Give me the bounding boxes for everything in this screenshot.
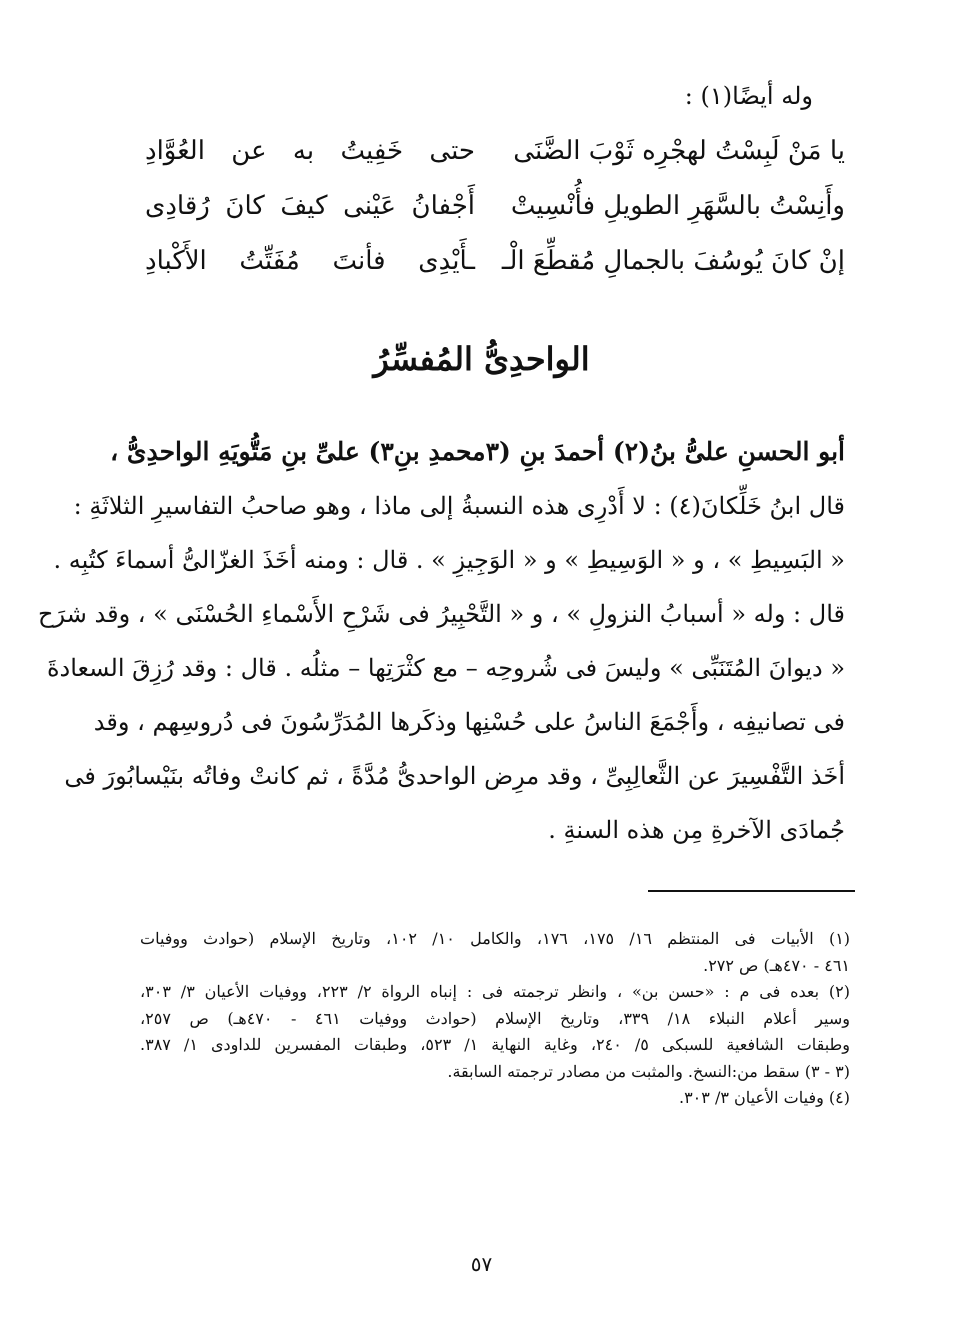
footnote-divider xyxy=(648,890,855,892)
poem-verse xyxy=(145,191,845,246)
verse-second-hemistich: حتى خَفِيتُ به عن العُوَّادِ xyxy=(145,136,475,166)
footnote-line: ٤٦١ - ٤٧٠هـ) ص ٢٧٢. xyxy=(703,955,850,975)
verse-first-hemistich: إنْ كانَ يُوسُفَ بالجمالِ مُقطِّعَ الْـ xyxy=(501,246,845,276)
biography-line: أبو الحسنِ علىُّ بنُ(٢) أحمدَ بنِ (٣محمدِ بنِ٣) علىِّ بنِ مَتُّويَهِ الواحدِىُّ ، xyxy=(110,437,845,466)
verse-first-hemistich: وأَنِسْتُ بالسَّهَرِ الطويلِ فأُنْسِيتْ xyxy=(510,191,845,221)
biography-line: « البَسِيطِ » ، و « الوَسِيطِ » و « الوَجِيزِ » . قال : ومنه أخَذَ الغزّالىُّ أسماءَ كتُبِه . xyxy=(53,546,845,574)
poem-verse xyxy=(145,246,845,301)
poem xyxy=(145,136,845,301)
biography-line: قال ابنُ خَلِّكانَ(٤) : لا أَدْرِى هذه النسبةُ إلى ماذا ، وهو صاحبُ التفاسيرِ الثلاثَةِ : xyxy=(73,492,845,520)
biography-line: قال : وله « أسبابُ النزولِ » ، و « التَّحْبِيرُ فى شَرْحِ الأَسْماءِ الحُسْنَى » ، وقد شرَح xyxy=(38,600,845,628)
footnotes xyxy=(140,927,850,1113)
biography-line: « ديوانَ المُتَنَبِّى » وليسَ فى شُروحِه – مع كثْرَتِها – مثلُه . قال : وقد رُزِقَ السعادةَ xyxy=(46,654,845,682)
footnote-line: (٤) وفيات الأعيان ٣/ ٣٠٣. xyxy=(678,1088,850,1107)
biography-text xyxy=(38,432,845,864)
verse-second-hemistich: أَجْفانُ عَيْنى كيفَ كانَ رُقادِى xyxy=(145,191,475,221)
poem-intro: وله أيضًا(١) : xyxy=(684,82,813,110)
verse-second-hemistich: ـأَيْدِى فأنتَ مُفَتِّتُ الأَكْبادِ xyxy=(145,246,475,276)
footnote-line: (١) الأبيات فى المنتظم ١٦/ ١٧٥، ١٧٦، والكامل ١٠/ ١٠٢، وتاريخ الإسلام (حوادث ووفيات xyxy=(140,929,851,948)
footnote-line: وطبقات الشافعية للسبكى ٥/ ٢٤٠، وغاية النهاية ١/ ٥٢٣، وطبقات المفسرين للداودى ١/ ٣٨٧. xyxy=(140,1035,851,1054)
footnote-line: (٢) بعده فى م : «حسن بن» ، وانظر ترجمته فى : إنباه الرواة ٢/ ٢٢٣، ووفيات الأعيان ٣/ ٣٠٣، xyxy=(140,982,850,1001)
biography-line: أخَذ التَّفْسِيرَ عن الثَّعالِبِىِّ ، وقد مرِض الواحدىُّ مُدَّةً ، ثم كانتْ وفاتُه بنَيْسابُورَ فى xyxy=(64,762,845,790)
poem-verse xyxy=(145,136,845,191)
section-heading: الواحدِىُّ المُفسِّرُ xyxy=(373,340,590,378)
biography-line: فى تصانيفِه ، وأَجْمَعَ الناسُ على حُسْنِها وذكَرها المُدَرِّسُونَ فى دُروسِهم ، وقد xyxy=(93,708,845,736)
biography-line: جُمادَى الآخرةِ مِن هذه السنةِ . xyxy=(548,816,845,844)
footnote-line: (٣ - ٣) سقط من:النسخ. والمثبت من مصادر ترجمته السابقة. xyxy=(447,1061,850,1081)
verse-first-hemistich: يا مَنْ لَبِسْتُ لهجْرِه ثَوْبَ الضَّنَى xyxy=(513,136,845,166)
page-number: ٥٧ xyxy=(470,1252,493,1276)
footnote-line: وسير أعلام النبلاء ١٨/ ٣٣٩، وتاريخ الإسلام (حوادث ووفيات ٤٦١ - ٤٧٠هـ) ص ٢٥٧، xyxy=(140,1008,851,1028)
